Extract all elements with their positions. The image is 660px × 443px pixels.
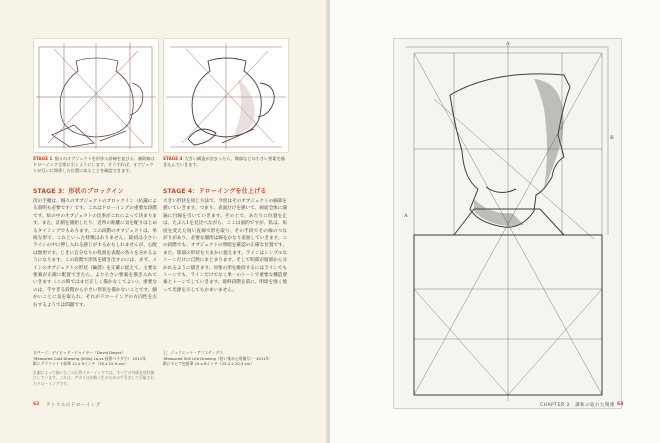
figure-stage-1-caption [33,156,157,174]
measure-label-top: A [506,41,510,47]
credit-left-line-3: 紙にグラファイト鉛筆 12 x 9インチ（30 x 22.9 cm） [33,361,128,367]
figure-stage-4-caption [163,156,287,168]
stage-1-tag: STAGE 1 [33,156,53,161]
folio-left: 62 [33,402,40,407]
figure-stage-1-sketch [33,38,159,153]
stage-1-caption-text: 個々のオブジェクトを形作る斜線を並びる。補助線はドローイング全体に引くようにします。そうすれば、オブジェクトが互いに関係した位置にあることを確認できます。 [33,156,155,173]
stage-4-tag: STAGE 4 [163,156,183,161]
running-head-left: アトリエのドローイング [46,403,101,408]
section-stage-4-body: 大きい形状を同じ方法で、今度はそのオブジェクトの細部を描いていきます。つまり、表面だけを描いて、画面全体に満遍に目線を引いていきます。その上で、あたりに位置を止は、たぶん1を見比べながら、ここは面的ですが、私は、角度を変えた短い直線で形を取り、その手段でその線のつながりがあり、必要な個所は線をかなり追加していきます。この段階でも、オブジェクトの明暗を確認の正確な位置です。また、暗部の形状を大まかに捉えます。ラインはシンプルなトーンだけに自然にまとまります。そして明部が暗部から分かれるように描きます。対象の形を維持するにはラインでもトーンでも、ラインだけでなく単一のトーンで重要な構造要素とトーンでしていきます。最終段階を前に、明暗を強く使って光源を示してもかまいません。 [163,199,287,293]
section-stage-3-heading: STAGE 3：形状のブロックイン [33,188,124,195]
credit-left [33,350,157,387]
left-page [0,0,328,443]
section-stage-3-body: 次の手順は、個々のオブジェクトのブロックイン（抗議による説明も必要です）です。これはドローイングの重要な段階です。絵の中のオブジェクトの比率がこれによって決まります。また、計測を開始したり、近所の距離に気を配りはじめるタイミングでもあります。この段階のオブジェクトは、単純な形で、これといった特徴はありません。最初は小さいラインの中に押し入れる感じがするかもしれませんが、心配は無用です。じきに自分なりの処置を表現の各々を分かるようになります。この段階で形状を描き出すのには、まず、メインのオブジェクトの形状（輪郭）を正確に捉えて、主要な要素が正確に配置できたら、より小さい要素を描き入れていきます（この時ではまだ正しく描かなくてよい）。重要なのは、芋すぎる段階から小さい形状を描かないことです。細かいことに気を取られ、それがドローイングの方向性を左右するようでは問題です。 [33,199,157,308]
figure-stage-4-sketch [163,38,289,153]
section-stage-4-heading: STAGE 4：ドローイングを仕上げる [163,188,267,195]
credit-left-line-2: 'Measured Cast Drawing (Stills) Lo-vs 技術ベラダで） 2011年 [33,355,147,361]
credit-right-line-3: 紙にセピア色鉛筆 10 x 8インチ（25.4 x 20.3 cm） [163,361,255,367]
stage-4-caption-text: 大きい構造が決まったら、陶器などの小さい要素を描き込んでいきます。 [163,156,285,167]
credit-right-line-2: 'Measured Still Life Drawing（拾い集め心用描写）' 2011年 [163,355,270,361]
cast-drawing-image [394,39,624,408]
credit-left-line-4: 計測によって描いたこの石膏ドローイングでは、すべての外面を形状線にしています。これは、アカリは比較人生のための手引きして可能されたドローイングです。 [33,369,155,386]
jug-finished-sketch-image [164,39,288,152]
credit-right [163,350,287,367]
measure-label-left: A [404,213,408,219]
credit-right-line-1: 上：ジュリエット・アリスティデス [163,350,223,355]
measure-label-right: B [610,135,614,141]
credit-left-line-1: 右ページ：デイビッド・ドゥイヤー（David Dwyer） [33,350,126,355]
running-head-right: CHAPTER 2：調和の取れた関係 [540,403,616,408]
folio-right: 63 [617,402,624,407]
jug-sketch-image [34,39,158,152]
cast-drawing-plate [393,38,622,409]
